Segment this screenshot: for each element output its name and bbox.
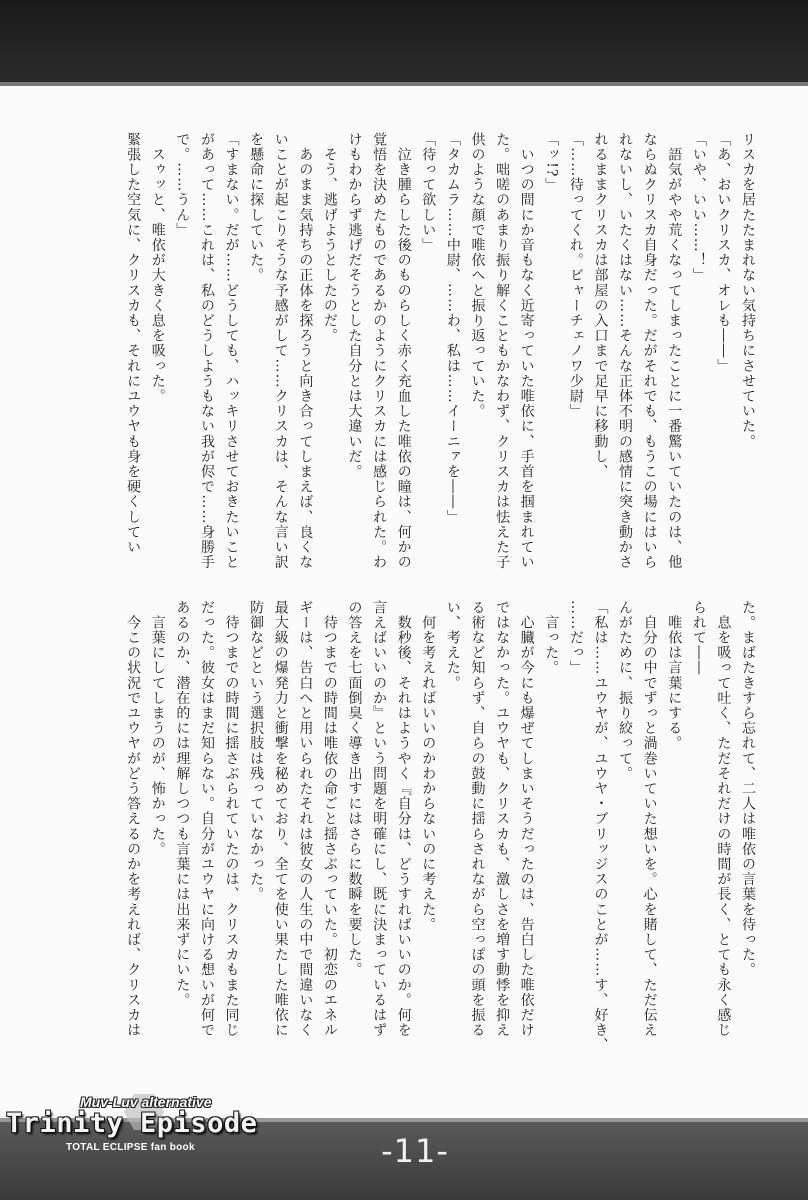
text-line: いことが起こりそうな予感がして……クリスカは、そんな言い訳 [272,132,289,570]
text-line: だった。彼女はまだ知らない。自分がユウヤに向ける想いが何で [198,600,215,1038]
text-line: 言えばいいのか』という問題を明確にし、既に決まっているはず [371,600,388,1038]
text-line: で。……うん」 [174,132,191,238]
text-line: た。まばたきすら忘れて、二人は唯依の言葉を待った。 [740,600,756,978]
text-line: ……だっ」 [567,600,584,676]
text-line: た。咄嗟のあまり振り解くこともかなわず、クリスカは怯えた子 [494,132,511,570]
text-line: 今この状況でユウヤがどう答えるのかを考えれば、クリスカは [125,600,142,1038]
text-line: 覚悟を決めたものであるかのようにクリスカには感じられた。わ [371,132,388,570]
text-line: 最大級の爆発力と衝撃を秘めており、全てを使い果たした唯依に [272,600,289,1038]
text-line: リスカを居たたまれない気持ちにさせていた。 [740,132,756,450]
text-line: いつの間にか音もなく近寄っていた唯依に、手首を掴まれてい [518,132,535,570]
text-line: 自分の中でずっと渦巻いていた想いを。心を賭して、ただ伝え [641,600,658,1038]
text-line: れないし、いたくはない……そんな正体不明の感情に突き動かさ [617,132,634,570]
text-line: ギーは、告白へと用いられたそれは彼女の人生の中で間違いなく [297,600,314,1038]
text-line: 言った。 [543,600,560,676]
text-line: 「あ、おいクリスカ、オレも――」 [715,132,732,374]
text-line: 何を考えればいいのかわからないのに考えた。 [420,600,437,933]
text-line: そう、逃げようとしたのだ。 [321,132,338,344]
book-logo [6,1088,306,1158]
text-line: あるのか、潜在的には理解しつつも言葉には出来ずにいた。 [174,600,191,1008]
text-line: 言葉にしてしまうのが、怖かった。 [149,600,166,857]
text-line: 緊張した空気に、クリスカも、それにユウヤも身を硬くしてい [125,132,142,555]
text-line: ならぬクリスカ自身だった。だがそれでも、もうこの場にはいら [641,132,658,570]
text-line: スゥッと、唯依が大きく息を吸った。 [149,132,166,404]
text-line: られて―― [690,600,707,676]
text-line: 待つまでの時間は唯依の命ごと揺さぶっていた。初恋のエネル [321,600,338,1038]
text-line: 「タカムラ……中尉、……わ、私は……イーニァを――」 [444,132,461,525]
text-line: あのまま気持ちの正体を探ろうと向き合ってしまえば、良くな [297,132,314,570]
logo-title: Trinity Episode [6,1108,258,1139]
text-line: 待つまでの時間に揺さぶられていたのは、クリスカもまた同じ [223,600,240,1038]
text-line: んがために、振り絞って。 [617,600,634,782]
text-line: 数秒後、それはようやく『自分は、どうすればいいのか。何を [395,600,412,1038]
text-line: 「待って欲しい」 [420,132,437,253]
text-line: 泣き腫らした後のものらしく赤く充血した唯依の瞳は、何かの [395,132,412,570]
text-line: 「……待ってくれ。ビャーチェノワ少尉」 [567,132,584,419]
text-line: けもわからず逃げだそうとした自分とは大違いだ。 [346,132,363,480]
text-line: 「私は……ユウヤが、ユウヤ・ブリッジスのことが……す、好き、 [592,600,609,1053]
text-line: 語気がやや荒くなってしまったことに一番驚いていたのは、他 [666,132,683,570]
text-column-top [40,132,760,582]
page-number: -11- [381,1132,449,1170]
text-line: があって……これは、私のどうしようもない我が侭で……身勝手 [198,132,215,570]
text-line: い、考えた。 [444,600,461,691]
text-line: 供のような顔で唯依へと振り返っていた。 [469,132,486,419]
text-line: 「すまない。だが……どうしても、ハッキリさせておきたいこと [223,132,240,570]
logo-subtitle: Muv-Luv alternative [80,1094,212,1110]
text-line: ではなかった。ユウヤも、クリスカも、激しさを増す動悸を抑え [494,600,511,1038]
text-line: る術など知らず、自らの鼓動に揺らされながら空っぽの頭を振る [469,600,486,1038]
text-line: 「いや、いい……！」 [690,132,707,283]
top-scan-border [0,0,808,82]
text-column-bottom [40,600,760,1053]
text-line: 息を吸って吐く、ただそれだけの時間が長く、とても永く感じ [715,600,732,1038]
top-border-edge [0,82,808,86]
text-line: れるままクリスカは部屋の入口まで足早に移動し、 [592,132,609,480]
text-line: 心臓が今にも爆ぜてしまいそうだったのは、告白した唯依だけ [518,600,535,1038]
text-line: 防御などという選択肢は残っていなかった。 [248,600,265,902]
text-line: の答えを七面倒臭く導き出すにはさらに数瞬を要した。 [346,600,363,978]
logo-book-label: TOTAL ECLIPSE fan book [66,1142,195,1153]
text-line: 唯依は言葉にする。 [666,600,683,751]
text-line: を懸命に探していた。 [248,132,265,283]
text-line: 「ッ!?」 [543,132,560,193]
